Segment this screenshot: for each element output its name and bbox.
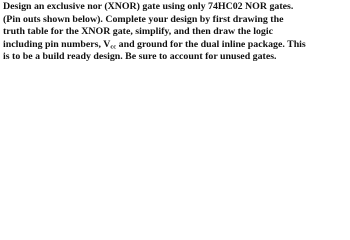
line-4-prefix: including pin numbers, V [3,38,111,50]
problem-line-2: (Pin outs shown below). Complete your design by first drawing the [3,13,284,25]
problem-line-1: Design an exclusive nor (XNOR) gate using only 74HC02 NOR gates. [3,1,294,12]
vcc-subscript: cc [110,43,117,51]
problem-statement [0,0,350,67]
problem-line-5: is to be a build ready design. Be sure to account for unused gates. [3,51,277,63]
problem-line-3: truth table for the XNOR gate, simplify, and then draw the logic [3,26,273,38]
problem-line-4 [3,39,348,52]
line-4-suffix: and ground for the dual inline package. This [116,38,306,50]
problem-paragraph [3,1,348,64]
